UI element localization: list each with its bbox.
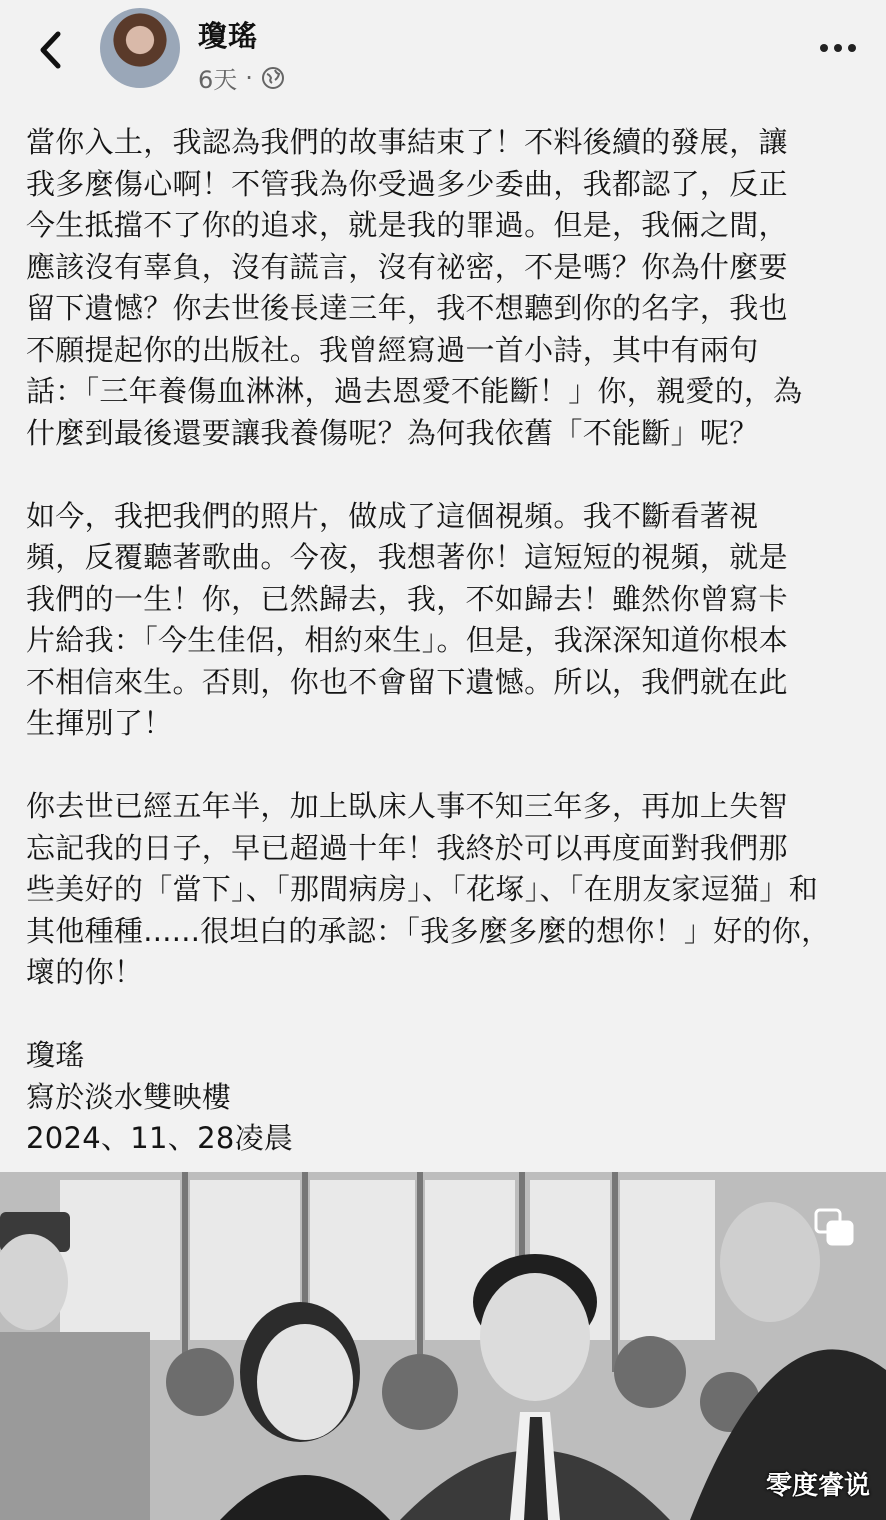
- meta-separator: ·: [245, 63, 253, 92]
- post-time: 6天: [198, 66, 238, 94]
- more-dot: [820, 44, 828, 52]
- post-paragraph: 如今，我把我們的照片，做成了這個視頻。我不斷看著視 頻，反覆聽著歌曲。今夜，我想著你！這短短的視頻，就是 我們的一生！你，已然歸去，我，不如歸去！雖然你曾寫卡 片給我：「今生佳侶，相約來生」。但是，我深深知道你根本 不相信來生。否則，你也不會留下遺憾。所以，我們就在此 生揮別了！: [26, 498, 789, 740]
- signature: [26, 1035, 856, 1160]
- post-paragraph: 當你入土，我認為我們的故事結束了！不料後續的發展，讓 我多麼傷心啊！不管我為你受過多少委曲，我都認了，反正 今生抵擋不了你的追求，就是我的罪過。但是，我倆之間， 應該沒有辜負，沒有謊言，沒有祕密，不是嗎？你為什麼要 留下遺憾？你去世後長達三年，我不想聽到你的名字，我也 不願提起你的出版社。我曾經寫過一首小詩，其中有兩句 話：「三年養傷血淋淋，過去恩愛不能斷！」你，親愛的，為 什麼到最後還要讓我養傷呢？為何我依舊「不能斷」呢？: [26, 125, 803, 450]
- post-photo[interactable]: [0, 1172, 886, 1520]
- globe-icon: [261, 66, 285, 90]
- signature-name: 瓊瑤: [26, 1038, 85, 1072]
- post-header: [0, 0, 886, 110]
- post-paragraph: 你去世已經五年半，加上臥床人事不知三年多，再加上失智 忘記我的日子，早已超過十年！我終於可以再度面對我們那 些美好的「當下」、「那間病房」、「花塚」、「在朋友家逗猫」和 其他種種......很坦白的承認：「我多麼多麼的想你！」好的你， 壞的你！: [26, 789, 831, 989]
- avatar[interactable]: [100, 8, 180, 88]
- more-options-button[interactable]: [820, 36, 856, 60]
- post-meta: [198, 60, 285, 95]
- signature-place: 寫於淡水雙映樓: [26, 1079, 232, 1114]
- expand-icon: [814, 1208, 854, 1246]
- post-body: [26, 122, 856, 1160]
- chevron-left-icon: [38, 31, 62, 69]
- watermark: 零度睿说: [765, 1471, 870, 1501]
- expand-photo-button[interactable]: [814, 1208, 854, 1246]
- more-dot: [848, 44, 856, 52]
- signature-date: 2024、11、28凌晨: [26, 1121, 294, 1155]
- photo-illustration: [0, 1172, 886, 1520]
- back-button[interactable]: [30, 28, 70, 72]
- author-name[interactable]: 瓊瑤: [198, 19, 259, 53]
- more-dot: [834, 44, 842, 52]
